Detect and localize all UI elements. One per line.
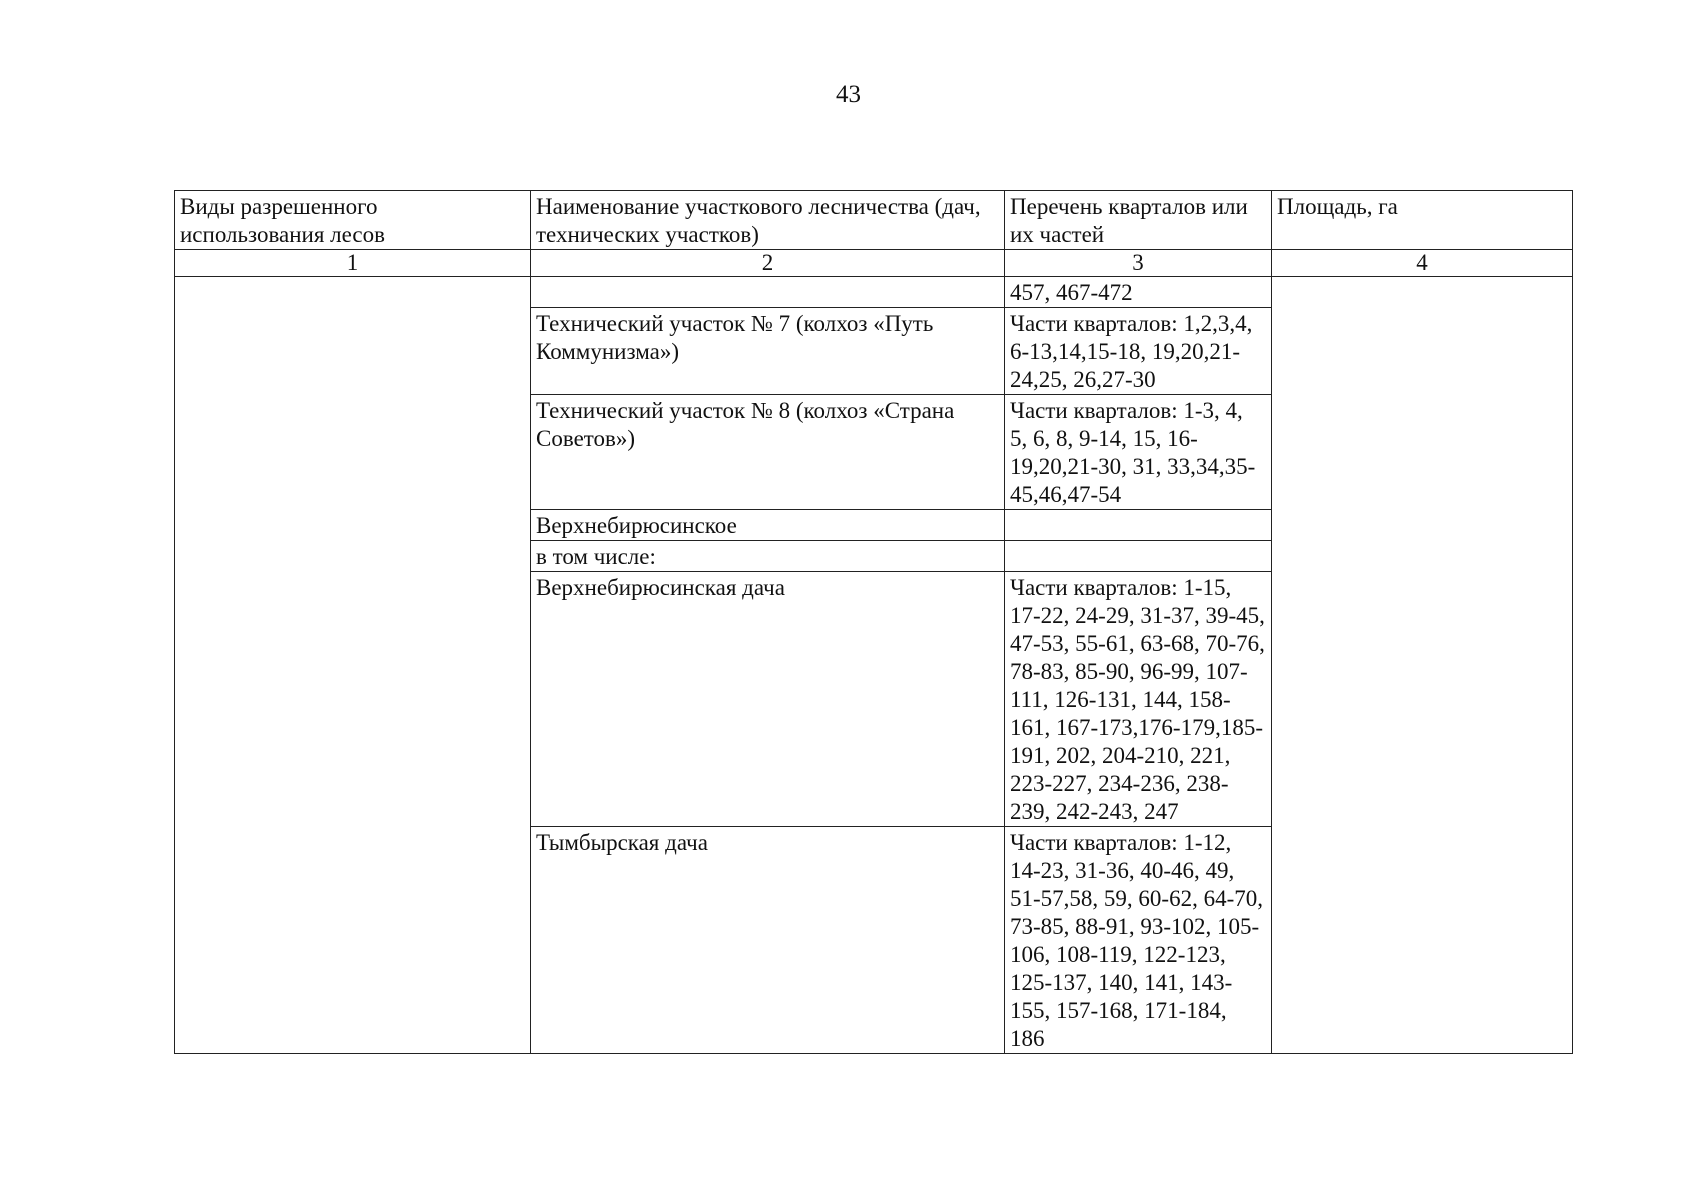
forestry-name-cell: Верхнебирюсинская дача (531, 572, 1005, 827)
quarters-cell: Части кварталов: 1-3, 4, 5, 6, 8, 9-14, 15, 16-19,20,21-30, 31, 33,34,35-45,46,47-54 (1005, 395, 1272, 510)
forestry-name-cell: Технический участок № 7 (колхоз «Путь Коммунизма») (531, 308, 1005, 395)
quarters-cell: Части кварталов: 1,2,3,4, 6-13,14,15-18, 19,20,21-24,25, 26,27-30 (1005, 308, 1272, 395)
forestry-name-cell: Технический участок № 8 (колхоз «Страна Советов») (531, 395, 1005, 510)
forestry-name-cell (531, 277, 1005, 308)
header-cell-quarters-list: Перечень кварталов или их частей (1005, 191, 1272, 250)
forestry-name-cell: Верхнебирюсинское (531, 510, 1005, 541)
column-number-cell: 1 (175, 250, 531, 277)
use-type-cell (175, 277, 531, 1054)
page-number: 43 (836, 81, 861, 108)
forestry-name-cell: Тымбырская дача (531, 827, 1005, 1054)
quarters-cell: Части кварталов: 1-15, 17-22, 24-29, 31-37, 39-45, 47-53, 55-61, 63-68, 70-76, 78-83, 85-90, 96-99, 107-111, 126-131, 144, 158-161, 167-173,176-179,185-191, 202, 204-210, 221, 223-227, 234-236, 238-239, 242-243, 247 (1005, 572, 1272, 827)
forest-use-table (174, 190, 1573, 1054)
column-number-cell: 4 (1272, 250, 1573, 277)
header-cell-use-types: Виды разрешенного использования лесов (175, 191, 531, 250)
quarters-cell: Части кварталов: 1-12, 14-23, 31-36, 40-46, 49, 51-57,58, 59, 60-62, 64-70, 73-85, 88-91, 93-102, 105-106, 108-119, 122-123, 125-137, 140, 141, 143-155, 157-168, 171-184, 186 (1005, 827, 1272, 1054)
header-cell-area: Площадь, га (1272, 191, 1573, 250)
column-number-cell: 2 (531, 250, 1005, 277)
quarters-cell (1005, 510, 1272, 541)
column-number-cell: 3 (1005, 250, 1272, 277)
column-number-row (175, 250, 1573, 277)
forestry-name-cell: в том числе: (531, 541, 1005, 572)
quarters-cell (1005, 541, 1272, 572)
quarters-cell: 457, 467-472 (1005, 277, 1272, 308)
table-row (175, 277, 1573, 308)
area-cell (1272, 277, 1573, 1054)
table-header-row (175, 191, 1573, 250)
header-cell-forestry-name: Наименование участкового лесничества (дач, технических участков) (531, 191, 1005, 250)
